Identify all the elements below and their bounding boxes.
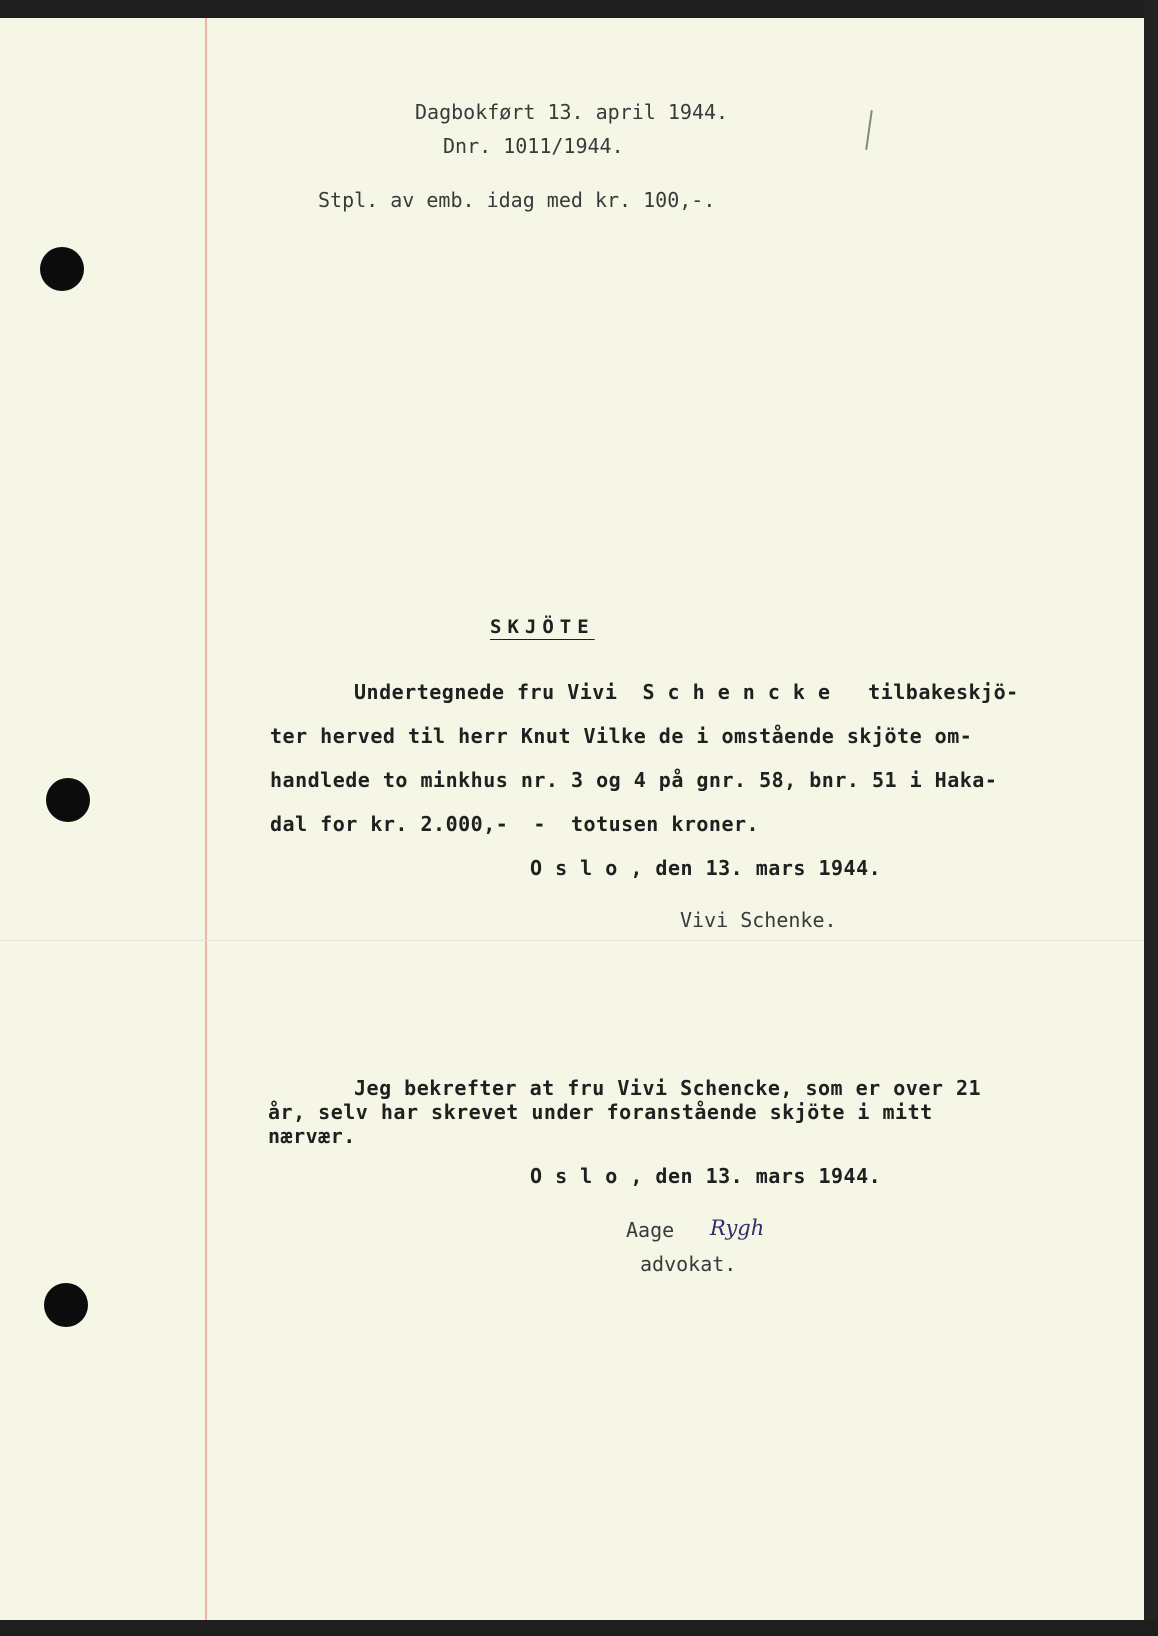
- scan-border-bottom: [0, 1620, 1158, 1636]
- handwritten-signature: Rygh: [710, 1216, 765, 1240]
- deed-title: SKJÖTE: [490, 616, 595, 638]
- page-fold: [0, 940, 1144, 941]
- confirmation-line-1: Jeg bekrefter at fru Vivi Schencke, som er over 21: [354, 1076, 982, 1100]
- registration-number: Dnr. 1011/1944.: [443, 134, 624, 158]
- document-page: [0, 18, 1144, 1620]
- scan-border-top: [0, 0, 1158, 18]
- deed-line-2: ter herved til herr Knut Vilke de i omstående skjöte om-: [270, 724, 973, 748]
- stamp-fee-note: Stpl. av emb. idag med kr. 100,-.: [318, 188, 716, 212]
- deed-line-4: dal for kr. 2.000,- - totusen kroner.: [270, 812, 760, 836]
- registration-date: Dagbokført 13. april 1944.: [415, 100, 729, 124]
- punch-hole-bottom: [44, 1283, 88, 1327]
- deed-line-1: Undertegnede fru Vivi S c h e n c k e tilbakeskjö-: [354, 680, 1019, 704]
- margin-rule: [205, 18, 207, 1620]
- punch-hole-middle: [46, 778, 90, 822]
- confirmation-line-2: år, selv har skrevet under foranstående skjöte i mitt: [268, 1100, 933, 1124]
- deed-place-date: O s l o , den 13. mars 1944.: [530, 856, 882, 880]
- confirmation-place-date: O s l o , den 13. mars 1944.: [530, 1164, 882, 1188]
- scan-border-right: [1144, 0, 1158, 1636]
- signer-title: advokat.: [640, 1252, 737, 1276]
- deed-signature: Vivi Schenke.: [680, 908, 837, 932]
- deed-line-3: handlede to minkhus nr. 3 og 4 på gnr. 58, bnr. 51 i Haka-: [270, 768, 998, 792]
- pencil-mark: [865, 110, 873, 150]
- punch-hole-top: [40, 247, 84, 291]
- signer-first-name: Aage: [626, 1218, 675, 1242]
- confirmation-line-3: nærvær.: [268, 1124, 356, 1148]
